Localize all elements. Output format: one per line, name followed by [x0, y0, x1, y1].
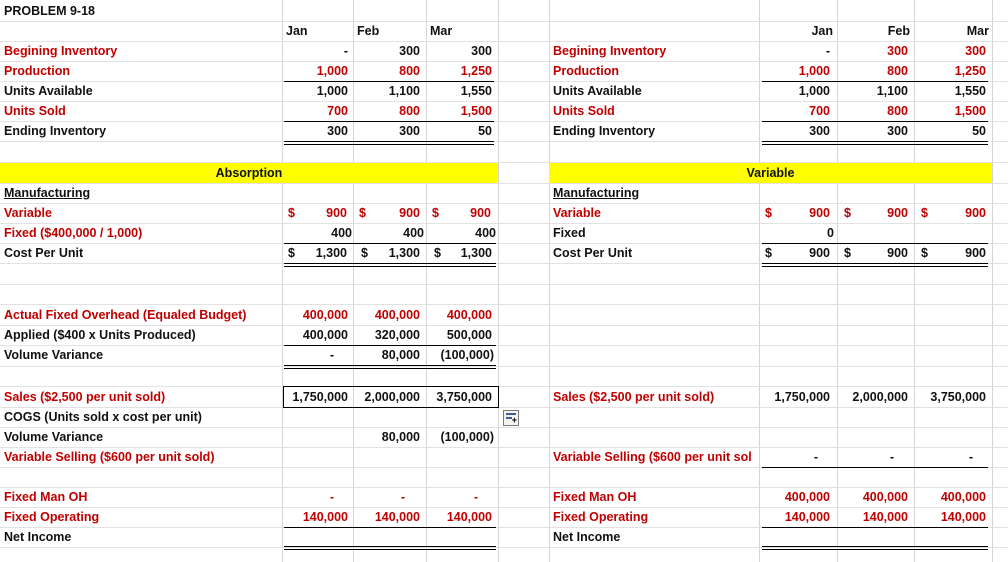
units-prod-mar-right: 1,250: [954, 64, 986, 78]
abs-net-label: Net Income: [4, 530, 72, 544]
units-begin-mar-right: 300: [965, 44, 986, 58]
units-prod-feb-right: 800: [887, 64, 908, 78]
abs-fixedman-jan: -: [329, 490, 334, 504]
units-avail-mar-right: 1,550: [954, 84, 986, 98]
abs-volvar-feb: 80,000: [381, 348, 420, 362]
abs-dollar-var-mar: $: [432, 206, 439, 220]
var-fixedop-mar: 140,000: [940, 510, 986, 524]
units-prod-jan: 1,000: [316, 64, 348, 78]
units-end-mar: 50: [478, 124, 492, 138]
abs-var-feb: 900: [399, 206, 420, 220]
abs-varsell-label: Variable Selling ($600 per unit sold): [4, 450, 215, 464]
units-label-ending-inventory-right: Ending Inventory: [553, 124, 656, 138]
var-fixedop-jan: 140,000: [784, 510, 830, 524]
abs-fixedop-feb: 140,000: [374, 510, 420, 524]
units-begin-jan-right: -: [825, 44, 830, 58]
var-dollar-var-feb: $: [844, 206, 851, 220]
var-varsell-label: Variable Selling ($600 per unit sol: [553, 450, 752, 464]
units-label-units-sold: Units Sold: [4, 104, 66, 118]
var-var-feb: 900: [887, 206, 908, 220]
abs-cpu-feb: 1,300: [388, 246, 420, 260]
units-label-ending-inventory: Ending Inventory: [4, 124, 107, 138]
units-avail-jan-right: 1,000: [798, 84, 830, 98]
abs-variable-label: Variable: [4, 206, 52, 220]
header-jan-right: Jan: [811, 24, 833, 38]
abs-fixed-feb: 400: [403, 226, 424, 240]
abs-var-mar: 900: [470, 206, 491, 220]
var-mfg-label: Manufacturing: [553, 186, 640, 200]
abs-applied-mar: 500,000: [446, 328, 492, 342]
abs-volvar2-feb: 80,000: [381, 430, 420, 444]
units-sold-mar: 1,500: [460, 104, 492, 118]
var-varsell-jan: -: [813, 450, 818, 464]
header-feb-left: Feb: [357, 24, 380, 38]
var-var-mar: 900: [965, 206, 986, 220]
abs-dollar-cpu-feb: $: [361, 246, 368, 260]
variable-header: Variable: [746, 166, 795, 180]
var-fixed-jan: 0: [827, 226, 834, 240]
var-varsell-mar: -: [968, 450, 973, 464]
units-label-production-right: Production: [553, 64, 619, 78]
units-prod-mar: 1,250: [460, 64, 492, 78]
var-cpu-label: Cost Per Unit: [553, 246, 633, 260]
abs-fixedman-mar: -: [473, 490, 478, 504]
units-label-units-available: Units Available: [4, 84, 93, 98]
abs-sales-mar[interactable]: 3,750,000: [436, 390, 492, 404]
var-sales-jan: 1,750,000: [774, 390, 830, 404]
abs-sales-jan[interactable]: 1,750,000: [292, 390, 348, 404]
abs-sales-feb[interactable]: 2,000,000: [364, 390, 420, 404]
abs-sales-label: Sales ($2,500 per unit sold): [4, 390, 166, 404]
abs-fixed-mar: 400: [475, 226, 496, 240]
abs-volvar2-label: Volume Variance: [4, 430, 104, 444]
units-label-units-sold-right: Units Sold: [553, 104, 615, 118]
problem-title: PROBLEM 9-18: [4, 4, 95, 18]
abs-applied-feb: 320,000: [374, 328, 420, 342]
units-begin-feb: 300: [399, 44, 420, 58]
units-sold-mar-right: 1,500: [954, 104, 986, 118]
paste-options-icon[interactable]: +: [503, 410, 519, 426]
var-fixedop-feb: 140,000: [862, 510, 908, 524]
var-fixedman-feb: 400,000: [862, 490, 908, 504]
abs-fixedman-feb: -: [400, 490, 405, 504]
units-avail-mar: 1,550: [460, 84, 492, 98]
var-sales-label: Sales ($2,500 per unit sold): [553, 390, 715, 404]
units-sold-feb: 800: [399, 104, 420, 118]
units-begin-mar: 300: [471, 44, 492, 58]
var-sales-mar: 3,750,000: [930, 390, 986, 404]
var-cpu-jan: 900: [809, 246, 830, 260]
var-fixedman-mar: 400,000: [940, 490, 986, 504]
var-dollar-cpu-mar: $: [921, 246, 928, 260]
abs-var-jan: 900: [326, 206, 347, 220]
header-mar-left: Mar: [430, 24, 453, 38]
abs-actual-mar: 400,000: [446, 308, 492, 322]
units-end-feb-right: 300: [887, 124, 908, 138]
abs-volvar-mar: (100,000): [440, 348, 494, 362]
abs-dollar-cpu-mar: $: [434, 246, 441, 260]
units-prod-feb: 800: [399, 64, 420, 78]
abs-cogs-label: COGS (Units sold x cost per unit): [4, 410, 202, 424]
abs-cpu-jan: 1,300: [315, 246, 347, 260]
var-fixedop-label: Fixed Operating: [553, 510, 649, 524]
abs-volvar2-mar: (100,000): [440, 430, 494, 444]
header-feb-right: Feb: [887, 24, 910, 38]
units-sold-jan: 700: [327, 104, 348, 118]
var-cpu-mar: 900: [965, 246, 986, 260]
abs-cpu-label: Cost Per Unit: [4, 246, 84, 260]
abs-dollar-var-feb: $: [359, 206, 366, 220]
units-label-production: Production: [4, 64, 70, 78]
abs-volvar-label: Volume Variance: [4, 348, 104, 362]
units-end-jan: 300: [327, 124, 348, 138]
units-avail-feb: 1,100: [388, 84, 420, 98]
var-net-label: Net Income: [553, 530, 621, 544]
abs-actual-jan: 400,000: [302, 308, 348, 322]
units-begin-feb-right: 300: [887, 44, 908, 58]
units-avail-jan: 1,000: [316, 84, 348, 98]
var-dollar-cpu-jan: $: [765, 246, 772, 260]
abs-fixed-label: Fixed ($400,000 / 1,000): [4, 226, 143, 240]
abs-actual-label: Actual Fixed Overhead (Equaled Budget): [4, 308, 247, 322]
var-cpu-feb: 900: [887, 246, 908, 260]
units-label-units-available-right: Units Available: [553, 84, 642, 98]
units-end-feb: 300: [399, 124, 420, 138]
units-begin-jan: -: [343, 44, 348, 58]
var-varsell-feb: -: [889, 450, 894, 464]
var-variable-label: Variable: [553, 206, 601, 220]
units-end-mar-right: 50: [972, 124, 986, 138]
units-label-beginning-inventory-right: Begining Inventory: [553, 44, 667, 58]
units-label-beginning-inventory: Begining Inventory: [4, 44, 118, 58]
var-dollar-var-mar: $: [921, 206, 928, 220]
abs-dollar-cpu-jan: $: [288, 246, 295, 260]
abs-fixedman-label: Fixed Man OH: [4, 490, 88, 504]
units-sold-feb-right: 800: [887, 104, 908, 118]
var-dollar-var-jan: $: [765, 206, 772, 220]
header-mar-right: Mar: [966, 24, 989, 38]
var-var-jan: 900: [809, 206, 830, 220]
var-fixedman-jan: 400,000: [784, 490, 830, 504]
abs-fixedop-label: Fixed Operating: [4, 510, 100, 524]
abs-actual-feb: 400,000: [374, 308, 420, 322]
abs-applied-label: Applied ($400 x Units Produced): [4, 328, 196, 342]
var-fixed-label: Fixed: [553, 226, 586, 240]
abs-applied-jan: 400,000: [302, 328, 348, 342]
units-avail-feb-right: 1,100: [876, 84, 908, 98]
abs-cpu-mar: 1,300: [460, 246, 492, 260]
abs-volvar-jan: -: [329, 348, 334, 362]
var-sales-feb: 2,000,000: [852, 390, 908, 404]
var-dollar-cpu-feb: $: [844, 246, 851, 260]
units-prod-jan-right: 1,000: [798, 64, 830, 78]
units-sold-jan-right: 700: [809, 104, 830, 118]
units-end-jan-right: 300: [809, 124, 830, 138]
var-fixedman-label: Fixed Man OH: [553, 490, 637, 504]
abs-fixedop-mar: 140,000: [446, 510, 492, 524]
abs-fixedop-jan: 140,000: [302, 510, 348, 524]
header-jan-left: Jan: [286, 24, 308, 38]
abs-dollar-var-jan: $: [288, 206, 295, 220]
abs-fixed-jan: 400: [331, 226, 352, 240]
absorption-header: Absorption: [215, 166, 283, 180]
abs-mfg-label: Manufacturing: [4, 186, 91, 200]
